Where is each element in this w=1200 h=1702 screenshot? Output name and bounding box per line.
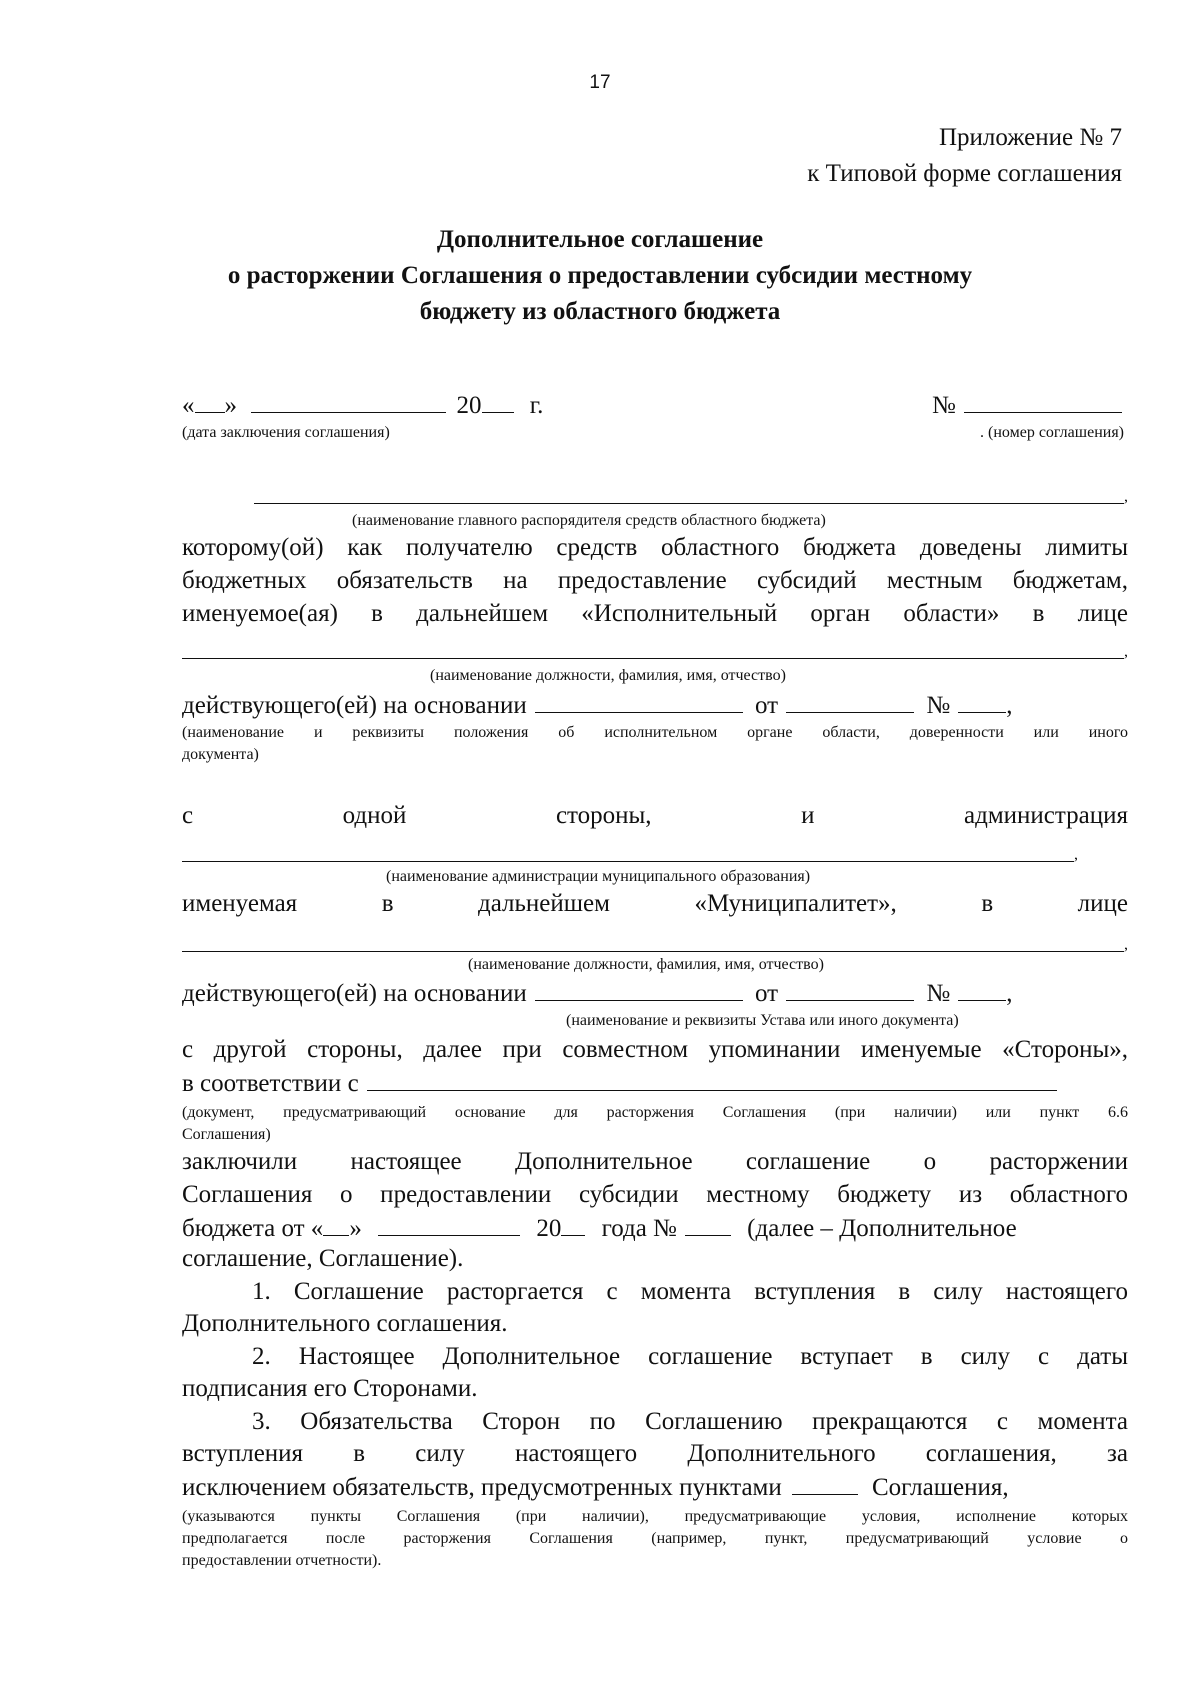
admin-caption: (наименование администрации муниципального образования) — [386, 868, 811, 885]
named-word-5: в — [981, 890, 994, 917]
document-title-line2: о расторжении Соглашения о предоставлении субсидии местному — [227, 262, 973, 289]
clause1-line1: 1. Соглашение расторгается с момента вступления в силу настоящего — [252, 1278, 1128, 1305]
basis2-comma: , — [1006, 980, 1013, 1007]
one-side-row — [182, 802, 1128, 830]
concluded-number-blank[interactable] — [685, 1213, 731, 1236]
named-row — [182, 890, 1128, 918]
number-caption: . (номер соглашения) — [980, 424, 1124, 441]
distributor-comma: , — [1124, 488, 1128, 505]
concluded-year-blank[interactable] — [561, 1213, 585, 1236]
number-sign: № — [932, 392, 956, 419]
official2-name-line[interactable] — [182, 951, 1124, 952]
party1-basis-caption-line1: (наименование и реквизиты положения об исполнительном органе области, доверенности или иного — [182, 724, 1128, 741]
basis-comma: , — [1006, 692, 1013, 719]
official1-caption: (наименование должности, фамилия, имя, отчество) — [430, 667, 786, 684]
concluded-year-prefix: 20 — [536, 1215, 562, 1242]
basis-number-sign: № — [926, 692, 951, 719]
concluded-further: (далее – Дополнительное — [747, 1215, 1017, 1242]
admin-name-line[interactable] — [182, 861, 1074, 862]
concluded-month-blank[interactable] — [378, 1213, 520, 1236]
concluded-number-label: года № — [601, 1215, 677, 1242]
other-side-line: с другой стороны, далее при совместном упоминании именуемые «Стороны», — [182, 1036, 1128, 1063]
basis2-label: действующего(ей) на основании — [182, 980, 527, 1007]
date-caption: (дата заключения соглашения) — [182, 424, 390, 441]
clause3-exceptions: исключением обязательств, предусмотренных пунктами — [182, 1474, 782, 1501]
accordance-label: в соответствии с — [182, 1070, 359, 1097]
from2-label: от — [754, 980, 779, 1007]
day-blank[interactable] — [195, 390, 225, 413]
clause2-line1: 2. Настоящее Дополнительное соглашение вступает в силу с даты — [252, 1343, 1128, 1370]
one-side-word-3: стороны, — [555, 802, 652, 829]
clause3-line1: 3. Обязательства Сторон по Соглашению прекращаются с момента — [252, 1408, 1128, 1435]
concluded-day-blank[interactable] — [323, 1213, 349, 1236]
basis-label: действующего(ей) на основании — [182, 692, 527, 719]
close-quote: » — [224, 392, 237, 419]
clause3-line3 — [182, 1472, 1009, 1502]
document-title-line3: бюджету из областного бюджета — [419, 298, 781, 325]
year-suffix: г. — [529, 392, 544, 419]
basis2-number-blank[interactable] — [958, 978, 1006, 1001]
party1-text-line2: бюджетных обязательств на предоставление субсидий местным бюджетам, — [182, 567, 1128, 594]
concluded-line3 — [182, 1213, 1017, 1243]
clause3-note-line1: (указываются пункты Соглашения (при наличии), предусматривающие условия, исполнение которых — [182, 1508, 1128, 1525]
concluded-close-quote: » — [349, 1215, 362, 1242]
party2-basis-caption: (наименование и реквизиты Устава или иного документа) — [566, 1012, 959, 1029]
official2-comma: , — [1124, 936, 1128, 953]
party1-text-line1: которому(ой) как получателю средств областного бюджета доведены лимиты — [182, 534, 1128, 561]
clause3-note-line2: предполагается после расторжения Соглашения (например, пункт, предусматривающий условие о — [182, 1530, 1128, 1547]
one-side-word-5: администрация — [964, 802, 1128, 829]
clause2-line2: подписания его Сторонами. — [182, 1375, 478, 1402]
page-number: 17 — [589, 72, 611, 93]
open-quote: « — [182, 392, 195, 419]
year-blank[interactable] — [482, 390, 514, 413]
admin-comma: , — [1074, 846, 1078, 863]
party2-basis-row — [182, 978, 1012, 1008]
party1-text-line3: именуемое(ая) в дальнейшем «Исполнительный орган области» в лице — [182, 600, 1128, 627]
one-side-word-2: одной — [342, 802, 407, 829]
document-title-line1: Дополнительное соглашение — [436, 226, 764, 253]
concluded-from: бюджета от « — [182, 1215, 324, 1242]
one-side-word-1: с — [182, 802, 194, 829]
agreement-number-blank[interactable] — [964, 390, 1122, 413]
basis-number-blank[interactable] — [958, 690, 1006, 713]
official2-caption: (наименование должности, фамилия, имя, отчество) — [468, 956, 824, 973]
date-field[interactable] — [182, 390, 543, 420]
from-label: от — [754, 692, 779, 719]
annex-reference: к Типовой форме соглашения — [807, 160, 1122, 187]
clause1-line2: Дополнительного соглашения. — [182, 1310, 508, 1337]
clause3-line2: вступления в силу настоящего Дополнительного соглашения, за — [182, 1440, 1128, 1467]
concluded-line1: заключили настоящее Дополнительное соглашение о расторжении — [182, 1148, 1128, 1175]
year-prefix: 20 — [456, 392, 482, 419]
accordance-row — [182, 1068, 1057, 1098]
month-blank[interactable] — [251, 390, 446, 413]
official1-comma: , — [1124, 643, 1128, 660]
accordance-doc-blank[interactable] — [367, 1068, 1057, 1091]
named-word-4: «Муниципалитет», — [694, 890, 897, 917]
named-word-2: в — [381, 890, 394, 917]
official1-name-line[interactable] — [182, 658, 1124, 659]
clause3-agreement: Соглашения, — [872, 1474, 1009, 1501]
concluded-line2: Соглашения о предоставлении субсидии местному бюджету из областного — [182, 1181, 1128, 1208]
agreement-number-field[interactable] — [932, 390, 1122, 420]
distributor-caption: (наименование главного распорядителя средств областного бюджета) — [352, 512, 826, 529]
basis2-number-sign: № — [926, 980, 951, 1007]
party1-basis-row — [182, 690, 1012, 720]
distributor-name-line[interactable] — [254, 503, 1124, 504]
basis2-doc-blank[interactable] — [535, 978, 743, 1001]
named-word-6: лице — [1077, 890, 1128, 917]
named-word-3: дальнейшем — [478, 890, 610, 917]
basis-doc-blank[interactable] — [535, 690, 743, 713]
clause3-points-blank[interactable] — [792, 1472, 858, 1495]
doc-caption-line2: Соглашения) — [182, 1126, 271, 1143]
party1-basis-caption-line2: документа) — [182, 746, 259, 763]
annex-number: Приложение № 7 — [938, 124, 1122, 151]
one-side-word-4: и — [801, 802, 815, 829]
doc-caption-line1: (документ, предусматривающий основание для расторжения Соглашения (при наличии) или пункт 6.6 — [182, 1104, 1128, 1121]
clause3-note-line3: предоставлении отчетности). — [182, 1552, 382, 1569]
concluded-line4: соглашение, Соглашение). — [182, 1245, 464, 1272]
named-word-1: именуемая — [182, 890, 298, 917]
basis-date-blank[interactable] — [786, 690, 914, 713]
basis2-date-blank[interactable] — [786, 978, 914, 1001]
